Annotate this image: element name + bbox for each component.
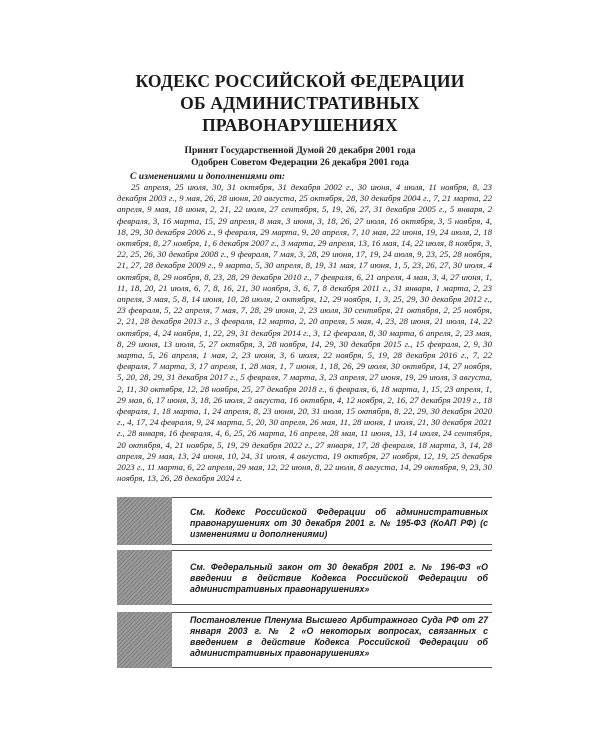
title-line: ПРАВОНАРУШЕНИЯХ [202, 115, 398, 135]
divider [172, 497, 492, 498]
adoption-info [140, 145, 460, 169]
title-line: КОДЕКС РОССИЙСКОЙ ФЕДЕРАЦИИ [135, 71, 465, 91]
amendments-heading: С изменениями и дополнениями от: [130, 171, 286, 182]
reference-marker [117, 550, 172, 605]
reference-link-codex[interactable]: См. Кодекс Российской Федерации об административных правонарушениях от 30 декабря 2001 г. № 195-ФЗ (КоАП РФ) (с изменениями и дополнениями) [190, 507, 488, 539]
reference-block [117, 612, 492, 668]
divider [172, 604, 492, 605]
approved-by-council: Одобрен Советом Федерации 26 декабря 2001 года [191, 157, 409, 168]
divider [172, 544, 492, 545]
reference-marker [117, 497, 172, 545]
title-line: ОБ АДМИНИСТРАТИВНЫХ [180, 93, 420, 113]
adopted-by-duma: Принят Государственной Думой 20 декабря 2001 года [184, 145, 416, 156]
reference-link-federal-law[interactable]: См. Федеральный закон от 30 декабря 2001 г. № 196-ФЗ «О введении в действие Кодекса Российской Федерации об административных правонарушениях» [190, 562, 488, 594]
divider [172, 612, 492, 613]
reference-link-plenum-resolution[interactable]: Постановление Пленума Высшего Арбитражного Суда РФ от 27 января 2003 г. № 2 «О некоторых вопросах, связанных с введением в действие Кодекса Российской Федерации об административных правонарушениях» [190, 615, 488, 658]
reference-marker [117, 612, 172, 668]
divider [172, 667, 492, 668]
divider [172, 550, 492, 551]
reference-block [117, 550, 492, 605]
document-title [110, 70, 490, 136]
amendments-list: 25 апреля, 25 июля, 30, 31 октября, 31 декабря 2002 г., 30 июня, 4 июля, 11 ноября, 8, 23 декабря 2003 г., 9 мая, 26, 28 июня, 20 августа, 25 октября, 28, 30 декабря 2004 г., 7, 21 марта, 22 апреля, 9 мая, 18 июня, 2, 21, 22 июля, 27 сентября, 5, 19, 26, 27, 31 декабря 2005 г., 5 января, 2 февраля, 3, 16 марта, 15, 29 апреля, 8 мая, 3 июня, 3, 18, 26, 27 июля, 16 октября, 3, 5 ноября, 4, 18, 29, 30 декабря 2006 г., 9 февраля, 29 марта, 9, 20 апреля, 7, 10 мая, 22 июня, 19, 24 июля, 2, 18 октября, 8, 27 ноября, 1, 6 декабря 2007 г., 3 марта, 29 апреля, 13, 16 мая, 14, 22 июля, 8 ноября, 3, 22, 25, 26, 30 декабря 2008 г., 9 февраля, 7 мая, 3, 28, 29 июня, 17, 19, 24 июля, 9, 23, 25, 28 ноября, 21, 27, 28 декабря 2009 г., 9 марта, 5, 30 апреля, 8, 19, 31 мая, 17 июня, 1, 5, 23, 26, 27, 30 июля, 4 октября, 8, 29 ноября, 8, 23, 28, 29 декабря 2010 г., 7 февраля, 6, 21 апреля, 4 мая, 3, 4, 27 июня, 1, 11, 18, 20, 21 июля, 6, 7, 8, 16, 21, 30 ноября, 3, 6, 7, 8 декабря 2011 г., 31 января, 1 марта, 2, 23 апреля, 3 мая, 5, 8, 14 июня, 10, 28 июля, 2 октября, 12, 29 ноября, 1, 3, 25, 29, 30 декабря 2012 г., 23 февраля, 5, 22 апреля, 7 мая, 7, 28, 29 июня, 2, 23 июля, 30 сентября, 21 октября, 2, 25 ноября, 2, 21, 28 декабря 2013 г., 3 февраля, 12 марта, 2, 20 апреля, 5 мая, 4, 23, 28 июня, 21 июля, 14, 22 октября, 4, 24 ноября, 1, 22, 29, 31 декабря 2014 г., 3, 12 февраля, 8, 30 марта, 6 апреля, 2, 23 мая, 8, 29 июня, 13 июля, 5, 27 октября, 3, 28 ноября, 14, 29, 30 декабря 2015 г., 15 февраля, 2, 9, 30 марта, 5, 26 апреля, 1 мая, 2, 23 июня, 3, 6 июля, 22 ноября, 5, 19, 28 декабря 2016 г., 7, 22 февраля, 7 марта, 3, 17 апреля, 1, 28 мая, 1, 7 июня, 1, 18, 26, 29 июля, 30 октября, 14, 27 ноября, 5, 20, 28, 29, 31 декабря 2017 г., 5 февраля, 7 марта, 3, 23 апреля, 27 июня, 19, 29 июля, 3 августа, 2, 11, 30 октября, 12, 28 ноября, 25, 27 декабря 2018 г., 6 февраля, 6, 18 марта, 1, 15, 23 апреля, 1, 29 мая, 6, 17 июня, 3, 18, 26 июля, 2 августа, 16 октября, 4, 12 ноября, 2, 16, 27 декабря 2019 г., 18 февраля, 1, 18 марта, 1, 24 апреля, 8, 23 июня, 20, 31 июля, 15 октября, 8, 22, 29, 30 декабря 2020 г., 4, 17, 24 февраля, 9, 24 марта, 5, 20, 30 апреля, 26 мая, 11, 28 июня, 1 июля, 21, 30 декабря 2021 г., 28 января, 16 февраля, 4, 6, 25, 26 марта, 16 апреля, 28 мая, 11 июня, 13, 14 июля, 24 сентября, 20 октября, 4, 21 ноября, 5, 19, 29 декабря 2022 г., 27 января, 17, 28 февраля, 18 марта, 3, 14, 28 апреля, 29 мая, 13, 24 июня, 10, 24, 31 июля, 4 августа, 19 октября, 27 ноября, 12, 19, 25 декабря 2023 г., 11 марта, 6, 22 апреля, 29 мая, 12, 22 июня, 8, 22 июля, 8 августа, 14, 29 октября, 9, 23, 30 ноября, 13, 26, 28 декабря 2024 г. [117, 182, 492, 484]
reference-block [117, 497, 492, 545]
